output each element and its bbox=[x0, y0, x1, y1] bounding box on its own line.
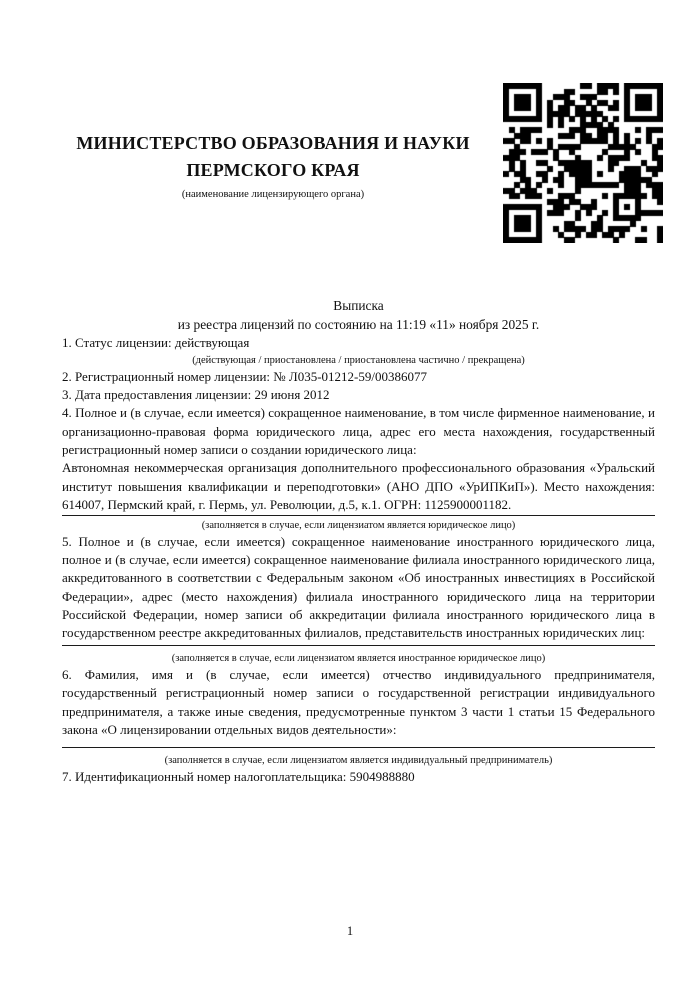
page-number: 1 bbox=[346, 924, 354, 938]
ministry-name-line1: МИНИСТЕРСТВО ОБРАЗОВАНИЯ И НАУКИ bbox=[76, 133, 470, 153]
legal-entity-value: Автономная некоммерческая организация дополнительного профессионального образования «Уральский институт повышения квалификации и переподготовки» (АНО ДПО «УрИПКиП»). Место нахождения: 614007, Пермский край, г. Пермь, ул. Революции, д.5, к.1. ОГРН: 1125900001182. bbox=[62, 459, 655, 516]
entrepreneur-caption: (заполняется в случае, если лицензиатом является индивидуальный предприниматель) bbox=[164, 755, 553, 767]
ministry-name-line2: ПЕРМСКОГО КРАЯ bbox=[186, 160, 360, 180]
document-body bbox=[62, 296, 655, 786]
qr-code bbox=[503, 83, 663, 243]
blank-fill-line-foreign-entity bbox=[62, 645, 655, 646]
issuing-authority-block bbox=[58, 130, 488, 201]
license-status-options-caption: (действующая / приостановлена / приостановлена частично / прекращена) bbox=[192, 355, 525, 367]
document-title-date-line: из реестра лицензий по состоянию на 11:19 «11» ноября 2025 г. bbox=[177, 317, 540, 332]
blank-fill-line-entrepreneur bbox=[62, 747, 655, 748]
ministry-caption: (наименование лицензирующего органа) bbox=[181, 189, 365, 200]
taxpayer-number-line: 7. Идентификационный номер налогоплательщика: 5904988880 bbox=[62, 768, 415, 784]
license-status-line: 1. Статус лицензии: действующая bbox=[62, 335, 250, 350]
entrepreneur-clause: 6. Фамилия, имя и (в случае, если имеется) отчество индивидуального предпринимателя, государственный регистрационный номер записи о государственной регистрации индивидуального предпринимателя, а также иные сведения, предусмотренные пунктом 3 части 1 статьи 15 Федерального закона «О лицензировании отдельных видов деятельности»: bbox=[62, 666, 655, 737]
foreign-entity-clause: 5. Полное и (в случае, если имеется) сокращенное наименование иностранного юридического лица, полное и (в случае, если имеется) сокращенное наименование филиала иностранного юридического лица, аккредитованного в соответствии с Федеральным законом «Об иностранных инвестициях в Российской Федерации», адрес (место нахождения) филиала иностранного юридического лица на территории Российской Федерации, номер записи об аккредитации филиала иностранного юридического лица в государственном реестре аккредитованных филиалов, представительств иностранных юридических лиц: bbox=[62, 533, 655, 641]
legal-entity-caption: (заполняется в случае, если лицензиатом является юридическое лицо) bbox=[201, 520, 516, 532]
grant-date-line: 3. Дата предоставления лицензии: 29 июня 2012 bbox=[62, 387, 330, 403]
document-title: Выписка bbox=[333, 298, 384, 313]
legal-entity-clause: 4. Полное и (в случае, если имеется) сокращенное наименование, в том числе фирменное наименование, и организационно-правовая форма юридического лица, адрес его места нахождения, государственный регистрационный номер записи о создании юридического лица: bbox=[62, 405, 655, 457]
registration-number-line: 2. Регистрационный номер лицензии: № Л035-01212-59/00386077 bbox=[62, 368, 428, 384]
foreign-entity-caption: (заполняется в случае, если лицензиатом является иностранное юридическое лицо) bbox=[171, 653, 546, 665]
